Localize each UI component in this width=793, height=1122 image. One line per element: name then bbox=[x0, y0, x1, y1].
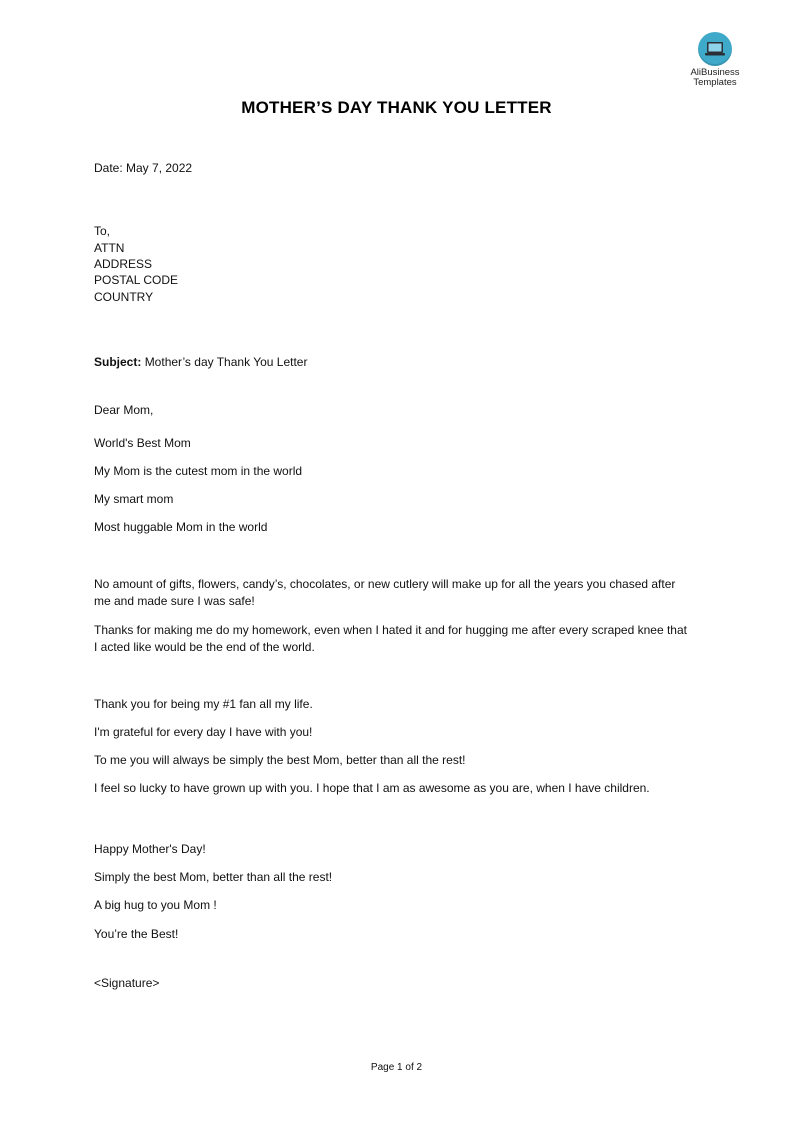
tribute-line: World's Best Mom bbox=[94, 436, 191, 450]
subject-text: Mother’s day Thank You Letter bbox=[144, 355, 308, 369]
logo-text bbox=[682, 68, 748, 88]
gratitude-line: To me you will always be simply the best Mom, better than all the rest! bbox=[94, 753, 466, 767]
page-number: Page 1 of 2 bbox=[370, 1062, 423, 1073]
address-postal: POSTAL CODE bbox=[94, 273, 179, 287]
greeting: Dear Mom, bbox=[94, 403, 154, 417]
address-country: COUNTRY bbox=[94, 290, 154, 304]
date-line: Date: May 7, 2022 bbox=[94, 161, 193, 175]
paragraph-line: me and made sure I was safe! bbox=[94, 594, 255, 608]
closing-line: Happy Mother's Day! bbox=[94, 842, 206, 856]
laptop-icon bbox=[698, 32, 732, 66]
logo-line-1: AliBusiness bbox=[690, 67, 740, 78]
tribute-line: My Mom is the cutest mom in the world bbox=[94, 464, 303, 478]
gratitude-line: Thank you for being my #1 fan all my life. bbox=[94, 697, 313, 711]
paragraph-line: Thanks for making me do my homework, even when I hated it and for hugging me after every scraped knee that bbox=[94, 623, 687, 637]
document-title: MOTHER’S DAY THANK YOU LETTER bbox=[241, 98, 552, 117]
tribute-line: My smart mom bbox=[94, 492, 174, 506]
address-street: ADDRESS bbox=[94, 257, 153, 271]
address-to: To, bbox=[94, 224, 111, 238]
subject-label: Subject: bbox=[94, 355, 142, 369]
body-paragraph-1 bbox=[94, 576, 704, 610]
tribute-line: Most huggable Mom in the world bbox=[94, 520, 268, 534]
subject-line bbox=[94, 354, 307, 370]
gratitude-line: I feel so lucky to have grown up with you. I hope that I am as awesome as you are, when I have children. bbox=[94, 781, 650, 795]
paragraph-line: I acted like would be the end of the world. bbox=[94, 640, 315, 654]
paragraph-line: No amount of gifts, flowers, candy’s, chocolates, or new cutlery will make up for all the years you chased after bbox=[94, 577, 676, 591]
address-attn: ATTN bbox=[94, 241, 125, 255]
closing-line: You’re the Best! bbox=[94, 927, 179, 941]
logo-line-2: Templates bbox=[693, 77, 737, 88]
signature-placeholder: <Signature> bbox=[94, 976, 160, 990]
brand-logo bbox=[682, 32, 748, 88]
gratitude-line: I'm grateful for every day I have with you! bbox=[94, 725, 313, 739]
closing-line: Simply the best Mom, better than all the rest! bbox=[94, 870, 333, 884]
body-paragraph-2 bbox=[94, 622, 704, 656]
closing-line: A big hug to you Mom ! bbox=[94, 898, 217, 912]
